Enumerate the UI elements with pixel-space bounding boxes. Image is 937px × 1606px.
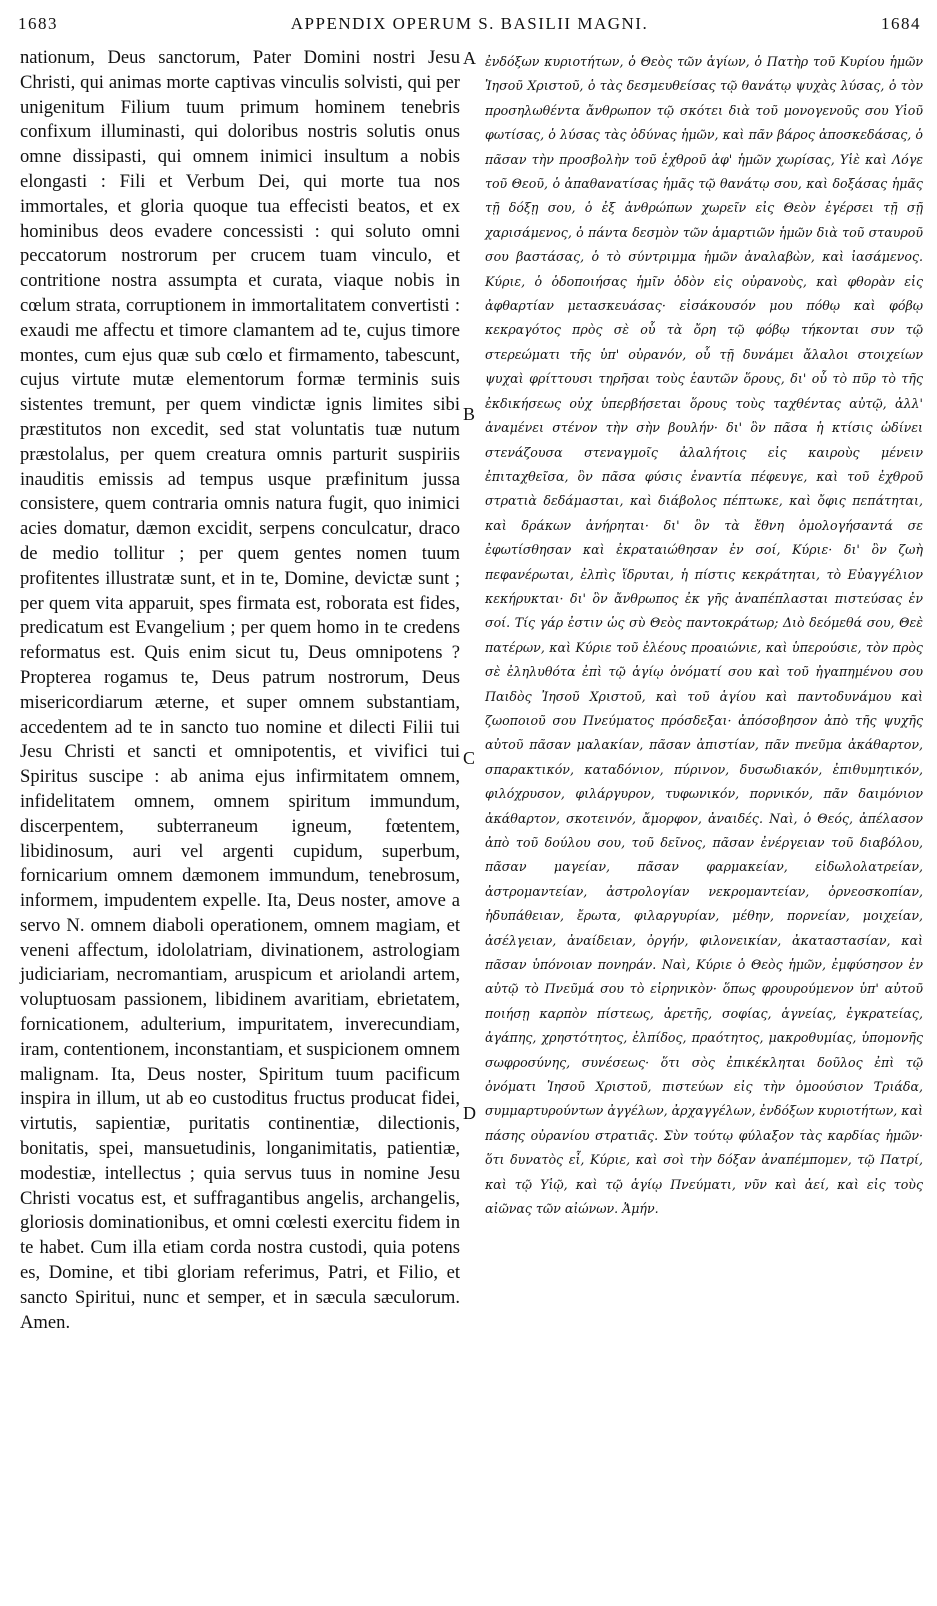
running-title: APPENDIX OPERUM S. BASILII MAGNI. <box>290 14 649 33</box>
page-header <box>18 14 921 40</box>
right-page-number: 1684 <box>881 14 921 33</box>
section-marker-a: A <box>463 48 476 68</box>
section-marker-c: C <box>463 748 476 768</box>
greek-column: ἐνδόξων κυριοτήτων, ὁ Θεὸς τῶν ἁγίων, ὁ Πατὴρ τοῦ Κυρίου ἡμῶν Ἰησοῦ Χριστοῦ, ὁ τὰς δεσμευθείσας τῷ θανάτῳ ψυχὰς λύσας, ὁ τὸν προσηλωθέντα ἄνθρωπον τῷ σκότει διὰ τοῦ μονογενοῦς σου Υἱοῦ φωτίσας, ὁ λύσας τὰς ὀδύνας ἡμῶν, καὶ πᾶν βάρος ἀποσκεδάσας, ὁ πᾶσαν τὴν προσβολὴν τοῦ ἐχθροῦ ἀφ' ἡμῶν χωρίσας, Υἱὲ καὶ Λόγε τοῦ Θεοῦ, ὁ ἀπαθανατίσας ἡμᾶς τῷ θανάτῳ σου, καὶ δοξάσας ἡμᾶς τῇ δόξῃ σου, ὁ ἐξ ἀνθρώπων χωρεῖν εἰς Θεὸν ἐγέρσει τῇ σῇ χαρισάμενος, ὁ πάντα δεσμὸν τῶν ἁμαρτιῶν ἡμῶν διὰ τοῦ σταυροῦ σου βαστάσας, ὁ τὸ σύντριμμα ἡμῶν ἀναλαβὼν, καὶ ἰασάμενος. Κύριε, ὁ ὁδοποιήσας ἡμῖν ὁδὸν εἰς οὐρανοὺς, καὶ φθορὰν εἰς ἀφθαρτίαν μετασκευάσας· εἰσάκουσόν μου πόθῳ καὶ φόβῳ κεκραγότος πρὸς σὲ οὗ τὰ ὄρη τῷ φόβῳ τήκονται συν τῷ στερεώματι τῆς ὑπ' οὐρανόν, οὗ τῇ δυνάμει ἄλαλοι στοιχείων ψυχαὶ φρίττουσι τηρῆσαι τοὺς ἑαυτῶν ὅρους, δι' οὗ τὸ πῦρ τὸ τῆς ἐκδικήσεως οὐχ ὑπερβήσεται ὅρους τοὺς ταχθέντας αὐτῷ, ἀλλ' ἀναμένει στένον τὴν σὴν βουλήν· δι' ὃν πᾶσα ἡ κτίσις ὠδίνει στενάζουσα στεναγμοῖς ἀλαλήτοις εἰς καιροὺς μένειν ἐπιταχθεῖσα, ὃν πᾶσα φύσις ἐναντία πέφευγε, καὶ τοῦ ἐχθροῦ στρατιὰ δεδάμασται, καὶ διάβολος πέπτωκε, καὶ ὄφις πεπάτηται, καὶ δράκων ἀνήρηται· δι' ὃν τὰ ἔθνη ὁμολογήσαντά σε ἐφωτίσθησαν καὶ ἐκραταιώθησαν ἐν σοί, Κύριε· δι' ὃν ζωὴ πεφανέρωται, ἐλπὶς ἵδρυται, ἡ πίστις κεκράτηται, τὸ Εὐαγγέλιον κεκήρυκται· δι' ὃν ἄνθρωπος ἐκ γῆς ἀναπέπλασται πιστεύσας ἐν σοί. Τίς γάρ ἐστιν ὡς σὺ Θεὸς παντοκράτωρ; Διὸ δεόμεθά σου, Θεὲ πατέρων, καὶ Κύριε τοῦ ἐλέους προαιώνιε, καὶ ὑπερούσιε, τὸν πρὸς σὲ ἐληλυθότα ἐπὶ τῷ ἁγίῳ ὀνόματί σου καὶ τοῦ ἠγαπημένου σου Παιδὸς Ἰησοῦ Χριστοῦ, καὶ τοῦ ἁγίου καὶ παντοδυνάμου καὶ ζωοποιοῦ σου Πνεύματος πρόσδεξαι· ἀπόσοβησον ἀπὸ τῆς ψυχῆς αὐτοῦ πᾶσαν μαλακίαν, πᾶσαν ἀπιστίαν, πᾶν πνεῦμα ἀκάθαρτον, σπαρακτικόν, καταδόνιον, πύρινον, δυσωδιακόν, ἐπιθυμητικόν, φιλόχρυσον, φιλάργυρον, τυφωνικόν, πορνικόν, πᾶν δαιμόνιον ἀκάθαρτον, σκοτεινόν, ἄμορφον, ἀναιδές. Ναὶ, ὁ Θεός, ἀπέλασον ἀπὸ τοῦ δούλου σου, τοῦ δεῖνος, πᾶσαν ἐνέργειαν τοῦ διαβόλου, πᾶσαν μαγείαν, πᾶσαν φαρμακείαν, εἰδωλολατρείαν, ἀστρομαντείαν, ἀστρολογίαν νεκρομαντείαν, ὀρνεοσκοπίαν, ἡδυπάθειαν, ἔρωτα, φιλαργυρίαν, μέθην, πορνείαν, μοιχείαν, ἀσέλγειαν, ἀναίδειαν, ὀργήν, φιλονεικίαν, ἀκαταστασίαν, καὶ πᾶσαν ὑπόνοιαν πονηράν. Ναὶ, Κύριε ὁ Θεὸς ἡμῶν, ἐμφύσησον ἐν αὐτῷ τὸ Πνεῦμά σου τὸ εἰρηνικὸν· ὅπως φρουρούμενον ὑπ' αὐτοῦ ποιήσῃ καρπὸν πίστεως, ἀρετῆς, σοφίας, ἁγνείας, ἐγκρατείας, ἀγάπης, χρηστότητος, ἐλπίδος, πραότητος, μακροθυμίας, ὑπομονῆς σωφροσύνης, συνέσεως· ὅτι σὸς ἐπικέκληται δοῦλος ἐπὶ τῷ ὀνόματι Ἰησοῦ Χριστοῦ, πιστεύων εἰς τὴν ὁμοούσιον Τριάδα, συμμαρτυρούντων ἀγγέλων, ἀρχαγγέλων, ἐνδόξων κυριοτήτων, καὶ πάσης οὐρανίου στρατιᾶς. Σὺν τούτῳ φύλαξον τὰς καρδίας ἡμῶν· ὅτι δυνατὸς εἶ, Κύριε, καὶ σοὶ τὴν δόξαν ἀναπέμπομεν, τῷ Πατρί, καὶ τῷ Υἱῷ, καὶ τῷ ἁγίῳ Πνεύματι, νῦν καὶ ἀεί, καὶ εἰς τοὺς αἰῶνας τῶν αἰώνων. Ἀμήν. <box>485 54 923 1217</box>
section-marker-d: D <box>463 1103 476 1123</box>
section-marker-b: B <box>463 404 476 424</box>
latin-column: nationum, Deus sanctorum, Pater Domini nostri Jesu Christi, qui animas morte captivas vinculis solvisti, qui per unigenitum Filium tuum primum hominem tenebris confixum illuminasti, qui doloribus nostris solutis onus omne dissipasti, qui omnem inimici insultum a nobis elongasti : Fili et Verbum Dei, qui morte tua nos immortales, et gloria quoque tua effecisti beatos, et ex hominibus deos evadere concessisti : qui soluto omni peccatorum nostrorum per crucem tuam vinculo, et contritione nostra assumpta et curata, viaque nobis in cœlum strata, corruptionem in immortalitatem convertisti : exaudi me affectu et timore clamantem ad te, cujus timore montes, cum ejus quæ sub cœlo et firmamento, tabescunt, cujus virtute mutæ elementorum formæ terminis suis sistentes tremunt, per quem vindictæ ignis limites sibi præstitutos non excedit, sed stat voluntatis tuæ nutum præstolalus, per quem creatura omnis parturit suspiriis inauditis emissis ad tempus usque præfinitum jussa consistere, quem contraria omnis natura fugit, quo inimici acies domatur, dæmon excidit, serpens conculcatur, draco de medio tollitur ; per quem gentes nomen tuum profitentes illustratæ sunt, et in te, Domine, devictæ sunt ; per quem vita apparuit, spes firmata est, roborata est fides, predicatum est Evangelium ; per quem homo in te credens reformatus est. Quis enim sicut tu, Deus omnipotens ? Propterea rogamus te, Deus patrum nostrorum, Deus misericordiarum æterne, et super omnem substantiam, accedentem ad te in sancto tuo nomine et dilecti Filii tui Jesu Christi et sancti et omnipotentis, et vivifici tui Spiritus suscipe : ab anima ejus infirmitatem omnem, infidelitatem omnem, omnem spiritum immundum, discerpentem, subterraneum igneum, fœtentem, libidinosum, auri vel argenti cupidum, superbum, fornicarium omnem dæmonem immundum, tenebrosum, informem, impudentem expelle. Ita, Deus noster, amove a servo N. omnem diaboli operationem, omnem magiam, et veneni affectum, idololatriam, divinationem, astrologiam judiciariam, necromantiam, aruspicum et ariolandi artem, voluptuosam passionem, libidinem avaritiam, ebrietatem, fornicationem, adulterium, impuritatem, inverecundiam, iram, contentionem, inconstantiam, et suspicionem omnem malignam. Ita, Deus noster, Spiritum tuum pacificum inspira in illum, ut ab eo custoditus fructus producat fidei, virtutis, sapientiæ, puritatis continentiæ, dilectionis, bonitatis, spei, mansuetudinis, longanimitatis, patientiæ, modestiæ, intellectus ; quia servus tuus in nomine Jesu Christi vocatus est, et suffragantibus angelis, archangelis, gloriosis dominationibus, et omni cœlesti exercitu fidem in te habet. Cum illa etiam corda nostra custodi, quia potens es, Domine, et tibi gloriam referimus, Patri, et Filio, et sancto Spiritui, nunc et semper, et in sæcula sæculorum. Amen. <box>20 47 460 1333</box>
left-page-number: 1683 <box>18 14 58 33</box>
